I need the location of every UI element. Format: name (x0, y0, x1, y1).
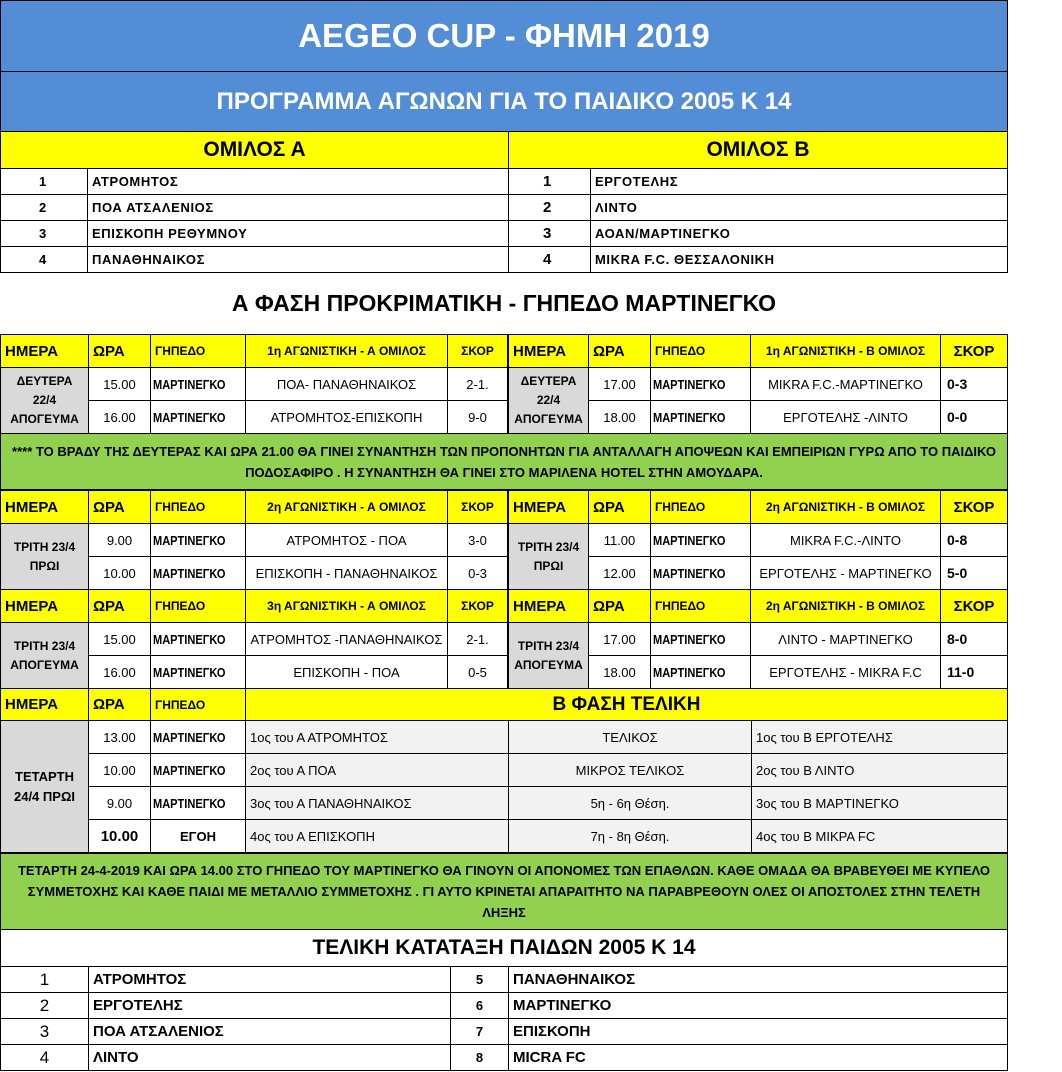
final-game: ΤΕΛΙΚΟΣ (508, 720, 752, 754)
match-field (150, 367, 246, 401)
header-day: ΗΜΕΡΑ (0, 490, 89, 524)
phase-a-title: Α ΦΑΣΗ ΠΡΟΚΡΙΜΑΤΙΚΗ - ΓΗΠΕΔΟ ΜΑΡΤΙΝΕΓΚΟ (231, 289, 777, 316)
final-game: 7η - 8η Θέση. (508, 819, 752, 853)
match-field-text: ΜΑΡΤΙΝΕΓΚΟ (153, 376, 226, 392)
header-score: ΣΚΟΡ (940, 589, 1008, 623)
match-day: ΤΡΙΤΗ 23/4 ΠΡΩΙ (0, 523, 89, 590)
final-home: 4ος του Α ΕΠΙΣΚΟΠΗ (245, 819, 509, 853)
group-b-team-number: 3 (508, 220, 591, 247)
match-time: 16.00 (88, 400, 151, 434)
round-title: 2η ΑΓΩΝΙΣΤΙΚΗ - Β ΟΜΙΛΟΣ (750, 490, 941, 524)
match-day: ΤΡΙΤΗ 23/4 ΑΠΟΓΕΥΜΑ (0, 622, 89, 689)
match-game: MIKRA F.C.-ΜΑΡΤΙΝΕΓΚΟ (750, 367, 941, 401)
ranking-team: ΠΑΝΑΘΗΝΑΙΚΟΣ (508, 966, 1008, 993)
group-a-team-number: 4 (0, 246, 88, 273)
group-a-team-name: ΑΤΡΟΜΗΤΟΣ (87, 168, 509, 195)
ranking-team: ΠΟΑ ΑΤΣΑΛΕΝΙΟΣ (88, 1018, 451, 1045)
match-field-text: ΜΑΡΤΙΝΕΓΚΟ (153, 532, 226, 548)
header-day: ΗΜΕΡΑ (508, 589, 589, 623)
header-time: ΩΡΑ (88, 688, 151, 721)
match-game: ΑΤΡΟΜΗΤΟΣ - ΠΟΑ (245, 523, 448, 557)
header-field: ΓΗΠΕΔΟ (650, 334, 751, 368)
match-game: ΑΤΡΟΜΗΤΟΣ-ΕΠΙΣΚΟΠΗ (245, 400, 448, 434)
match-day: ΤΡΙΤΗ 23/4 ΠΡΩΙ (508, 523, 589, 590)
final-time: 13.00 (88, 720, 151, 754)
header-score: ΣΚΟΡ (447, 334, 508, 368)
final-game: ΜΙΚΡΟΣ ΤΕΛΙΚΟΣ (508, 753, 752, 787)
match-time: 18.00 (588, 655, 651, 689)
final-time: 9.00 (88, 786, 151, 820)
header-time: ΩΡΑ (588, 589, 651, 623)
ranking-team: ΕΠΙΣΚΟΠΗ (508, 1018, 1008, 1045)
page-subtitle: ΠΡΟΓΡΑΜΜΑ ΑΓΩΝΩΝ ΓΙΑ ΤΟ ΠΑΙΔΙΚΟ 2005 Κ 14 (0, 71, 1008, 132)
group-b-team-name: MIKRA F.C. ΘΕΣΣΑΛΟΝΙΚΗ (590, 246, 1008, 273)
match-field-text: ΜΑΡΤΙΝΕΓΚΟ (153, 631, 226, 647)
header-score: ΣΚΟΡ (940, 334, 1008, 368)
final-time: 10.00 (88, 819, 151, 853)
final-field-text: ΜΑΡΤΙΝΕΓΚΟ (153, 729, 226, 745)
match-field (650, 622, 751, 656)
match-time: 12.00 (588, 556, 651, 590)
match-field (650, 400, 751, 434)
final-time: 10.00 (88, 753, 151, 787)
final-field: ΕΓΟΗ (150, 819, 246, 853)
match-field (650, 655, 751, 689)
header-day: ΗΜΕΡΑ (0, 589, 89, 623)
ranking-team: ΜΑΡΤΙΝΕΓΚΟ (508, 992, 1008, 1019)
match-score: 0-3 (940, 367, 1008, 401)
group-b-team-number: 1 (508, 168, 591, 195)
round-title: 1η ΑΓΩΝΙΣΤΙΚΗ - Α ΟΜΙΛΟΣ (245, 334, 448, 368)
coaches-meeting-note: **** ΤΟ ΒΡΑΔΥ ΤΗΣ ΔΕΥΤΕΡΑΣ ΚΑΙ ΩΡΑ 21.00 ΘΑ ΓΙΝΕΙ ΣΥΝΑΝΤΗΣΗ ΤΩΝ ΠΡΟΠΟΝΗΤΩΝ ΓΙΑ ΑΝΤΑΛΛΑΓΗ ΑΠΟΨΕΩΝ ΚΑΙ ΕΜΠΕΙΡΙΩΝ ΓΥΡΩ ΑΠΟ ΤΟ ΠΑΙΔΙΚΟ ΠΟΔΟΣΑΦΙΡΟ . Η ΣΥΝΑΝΤΗΣΗ ΘΑ ΓΙΝΕΙ ΣΤΟ ΜΑΡΙΛΕΝΑ HOTEL ΣΤΗΝ ΑΜΟΥΔΑΡΑ. (0, 433, 1008, 490)
match-game: ΕΡΓΟΤΕΛΗΣ - MIKRA F.C (750, 655, 941, 689)
header-field: ΓΗΠΕΔΟ (150, 334, 246, 368)
final-away: 3ος του Β ΜΑΡΤΙΝΕΓΚΟ (751, 786, 1008, 820)
ranking-position: 2 (0, 992, 89, 1019)
match-field-text: ΜΑΡΤΙΝΕΓΚΟ (153, 664, 226, 680)
group-b-team-name: ΛΙΝΤΟ (590, 194, 1008, 221)
group-b-team-name: ΕΡΓΟΤΕΛΗΣ (590, 168, 1008, 195)
header-day: ΗΜΕΡΑ (508, 490, 589, 524)
group-a-title: ΟΜΙΛΟΣ Α (0, 131, 509, 169)
match-score: 11-0 (940, 655, 1008, 689)
match-score: 0-0 (940, 400, 1008, 434)
match-field (150, 523, 246, 557)
match-game: ΑΤΡΟΜΗΤΟΣ -ΠΑΝΑΘΗΝΑΙΚΟΣ (245, 622, 448, 656)
round-title: 3η ΑΓΩΝΙΣΤΙΚΗ - Α ΟΜΙΛΟΣ (245, 589, 448, 623)
ranking-position: 3 (0, 1018, 89, 1045)
round-title: 2η ΑΓΩΝΙΣΤΙΚΗ - Α ΟΜΙΛΟΣ (245, 490, 448, 524)
match-game: MIKRA F.C.-ΛΙΝΤΟ (750, 523, 941, 557)
match-score: 0-5 (447, 655, 508, 689)
match-game: ΕΡΓΟΤΕΛΗΣ -ΛΙΝΤΟ (750, 400, 941, 434)
final-home: 1ος του Α ΑΤΡΟΜΗΤΟΣ (245, 720, 509, 754)
match-time: 10.00 (88, 556, 151, 590)
header-time: ΩΡΑ (588, 490, 651, 524)
match-field-text: ΜΑΡΤΙΝΕΓΚΟ (653, 565, 726, 581)
match-field (150, 400, 246, 434)
ranking-title: ΤΕΛΙΚΗ ΚΑΤΑΤΑΞΗ ΠΑΙΔΩΝ 2005 Κ 14 (0, 929, 1008, 967)
final-away: 1ος του Β ΕΡΓΟΤΕΛΗΣ (751, 720, 1008, 754)
match-field (650, 367, 751, 401)
match-field-text: ΜΑΡΤΙΝΕΓΚΟ (153, 409, 226, 425)
header-day: ΗΜΕΡΑ (0, 688, 89, 721)
match-field-text: ΜΑΡΤΙΝΕΓΚΟ (653, 376, 726, 392)
match-score: 3-0 (447, 523, 508, 557)
group-b-team-number: 2 (508, 194, 591, 221)
match-score: 0-8 (940, 523, 1008, 557)
group-a-team-number: 3 (0, 220, 88, 247)
match-time: 15.00 (88, 367, 151, 401)
group-a-team-number: 1 (0, 168, 88, 195)
final-field (150, 786, 246, 820)
match-field (650, 523, 751, 557)
group-a-team-name: ΠΟΑ ΑΤΣΑΛΕΝΙΟΣ (87, 194, 509, 221)
ranking-position: 8 (450, 1044, 509, 1071)
header-score: ΣΚΟΡ (447, 589, 508, 623)
header-time: ΩΡΑ (88, 490, 151, 524)
match-field-text: ΜΑΡΤΙΝΕΓΚΟ (653, 532, 726, 548)
group-b-team-name: ΑΟΑΝ/ΜΑΡΤΙΝΕΓΚΟ (590, 220, 1008, 247)
final-away: 2ος του Β ΛΙΝΤΟ (751, 753, 1008, 787)
match-time: 11.00 (588, 523, 651, 557)
match-score: 9-0 (447, 400, 508, 434)
header-field: ΓΗΠΕΔΟ (150, 688, 246, 721)
match-field-text: ΜΑΡΤΙΝΕΓΚΟ (653, 409, 726, 425)
match-field-text: ΜΑΡΤΙΝΕΓΚΟ (153, 565, 226, 581)
header-day: ΗΜΕΡΑ (0, 334, 89, 368)
group-b-team-number: 4 (508, 246, 591, 273)
match-time: 17.00 (588, 367, 651, 401)
ranking-position: 4 (0, 1044, 89, 1071)
round-title: 2η ΑΓΩΝΙΣΤΙΚΗ - Β ΟΜΙΛΟΣ (750, 589, 941, 623)
final-home: 2ος του Α ΠΟΑ (245, 753, 509, 787)
final-field (150, 753, 246, 787)
match-field (150, 622, 246, 656)
match-field-text: ΜΑΡΤΙΝΕΓΚΟ (653, 631, 726, 647)
ranking-position: 6 (450, 992, 509, 1019)
match-score: 2-1. (447, 367, 508, 401)
ranking-position: 5 (450, 966, 509, 993)
match-time: 17.00 (588, 622, 651, 656)
final-field (150, 720, 246, 754)
final-phase-title: Β ΦΑΣΗ ΤΕΛΙΚΗ (245, 688, 1008, 721)
match-game: ΕΠΙΣΚΟΠΗ - ΠΟΑ (245, 655, 448, 689)
header-day: ΗΜΕΡΑ (508, 334, 589, 368)
final-day: ΤΕΤΑΡΤΗ 24/4 ΠΡΩΙ (0, 720, 89, 853)
group-a-team-number: 2 (0, 194, 88, 221)
match-game: ΕΡΓΟΤΕΛΗΣ - ΜΑΡΤΙΝΕΓΚΟ (750, 556, 941, 590)
match-score: 5-0 (940, 556, 1008, 590)
header-field: ΓΗΠΕΔΟ (650, 589, 751, 623)
header-field: ΓΗΠΕΔΟ (150, 490, 246, 524)
match-score: 0-3 (447, 556, 508, 590)
final-field-text: ΜΑΡΤΙΝΕΓΚΟ (153, 762, 226, 778)
match-time: 9.00 (88, 523, 151, 557)
ranking-position: 7 (450, 1018, 509, 1045)
header-time: ΩΡΑ (88, 334, 151, 368)
match-field (150, 556, 246, 590)
final-away: 4ος του Β ΜΙΚΡΑ FC (751, 819, 1008, 853)
final-field-text: ΜΑΡΤΙΝΕΓΚΟ (153, 795, 226, 811)
round-title: 1η ΑΓΩΝΙΣΤΙΚΗ - Β ΟΜΙΛΟΣ (750, 334, 941, 368)
group-a-team-name: ΠΑΝΑΘΗΝΑΙΚΟΣ (87, 246, 509, 273)
final-home: 3ος του Α ΠΑΝΑΘΗΝΑΙΚΟΣ (245, 786, 509, 820)
match-field (150, 655, 246, 689)
ranking-position: 1 (0, 966, 89, 993)
group-b-title: ΟΜΙΛΟΣ Β (508, 131, 1008, 169)
match-day: ΔΕΥΤΕΡΑ 22/4 ΑΠΟΓΕΥΜΑ (0, 367, 89, 434)
match-time: 18.00 (588, 400, 651, 434)
group-a-team-name: ΕΠΙΣΚΟΠΗ ΡΕΘΥΜΝΟΥ (87, 220, 509, 247)
header-field: ΓΗΠΕΔΟ (150, 589, 246, 623)
match-time: 15.00 (88, 622, 151, 656)
header-time: ΩΡΑ (588, 334, 651, 368)
match-field (650, 556, 751, 590)
match-day: ΔΕΥΤΕΡΑ 22/4 ΑΠΟΓΕΥΜΑ (508, 367, 589, 434)
header-score: ΣΚΟΡ (940, 490, 1008, 524)
ranking-team: ΕΡΓΟΤΕΛΗΣ (88, 992, 451, 1019)
match-score: 2-1. (447, 622, 508, 656)
header-field: ΓΗΠΕΔΟ (650, 490, 751, 524)
match-time: 16.00 (88, 655, 151, 689)
match-field-text: ΜΑΡΤΙΝΕΓΚΟ (653, 664, 726, 680)
header-score: ΣΚΟΡ (447, 490, 508, 524)
match-day: ΤΡΙΤΗ 23/4 ΑΠΟΓΕΥΜΑ (508, 622, 589, 689)
match-game: ΛΙΝΤΟ - ΜΑΡΤΙΝΕΓΚΟ (750, 622, 941, 656)
match-score: 8-0 (940, 622, 1008, 656)
ranking-team: ΛΙΝΤΟ (88, 1044, 451, 1071)
ranking-team: MICRA FC (508, 1044, 1008, 1071)
match-game: ΕΠΙΣΚΟΠΗ - ΠΑΝΑΘΗΝΑΙΚΟΣ (245, 556, 448, 590)
match-game: ΠΟΑ- ΠΑΝΑΘΗΝΑΙΚΟΣ (245, 367, 448, 401)
awards-ceremony-note: ΤΕΤΑΡΤΗ 24-4-2019 ΚΑΙ ΩΡΑ 14.00 ΣΤΟ ΓΗΠΕΔΟ ΤΟΥ ΜΑΡΤΙΝΕΓΚΟ ΘΑ ΓΙΝΟΥΝ ΟΙ ΑΠΟΝΟΜΕΣ ΤΩΝ ΕΠΑΘΛΩΝ. ΚΑΘΕ ΟΜΑΔΑ ΘΑ ΒΡΑΒΕΥΘΕΙ ΜΕ ΚΥΠΕΛΟ ΣΥΜΜΕΤΟΧΗΣ ΚΑΙ ΚΑΘΕ ΠΑΙΔΙ ΜΕ ΜΕΤΑΛΛΙΟ ΣΥΜΜΕΤΟΧΗΣ . ΓΙ ΑΥΤΟ ΚΡΙΝΕΤΑΙ ΑΠΑΡΑΙΤΗΤΟ ΝΑ ΠΑΡΑΒΡΕΘΟΥΝ ΟΛΕΣ ΟΙ ΑΠΟΣΤΟΛΕΣ ΣΤΗΝ ΤΕΛΕΤΗ ΛΗΞΗΣ (0, 853, 1008, 930)
final-game: 5η - 6η Θέση. (508, 786, 752, 820)
header-time: ΩΡΑ (88, 589, 151, 623)
page-title: AEGEO CUP - ΦΗΜΗ 2019 (0, 0, 1008, 72)
ranking-team: ΑΤΡΟΜΗΤΟΣ (88, 966, 451, 993)
